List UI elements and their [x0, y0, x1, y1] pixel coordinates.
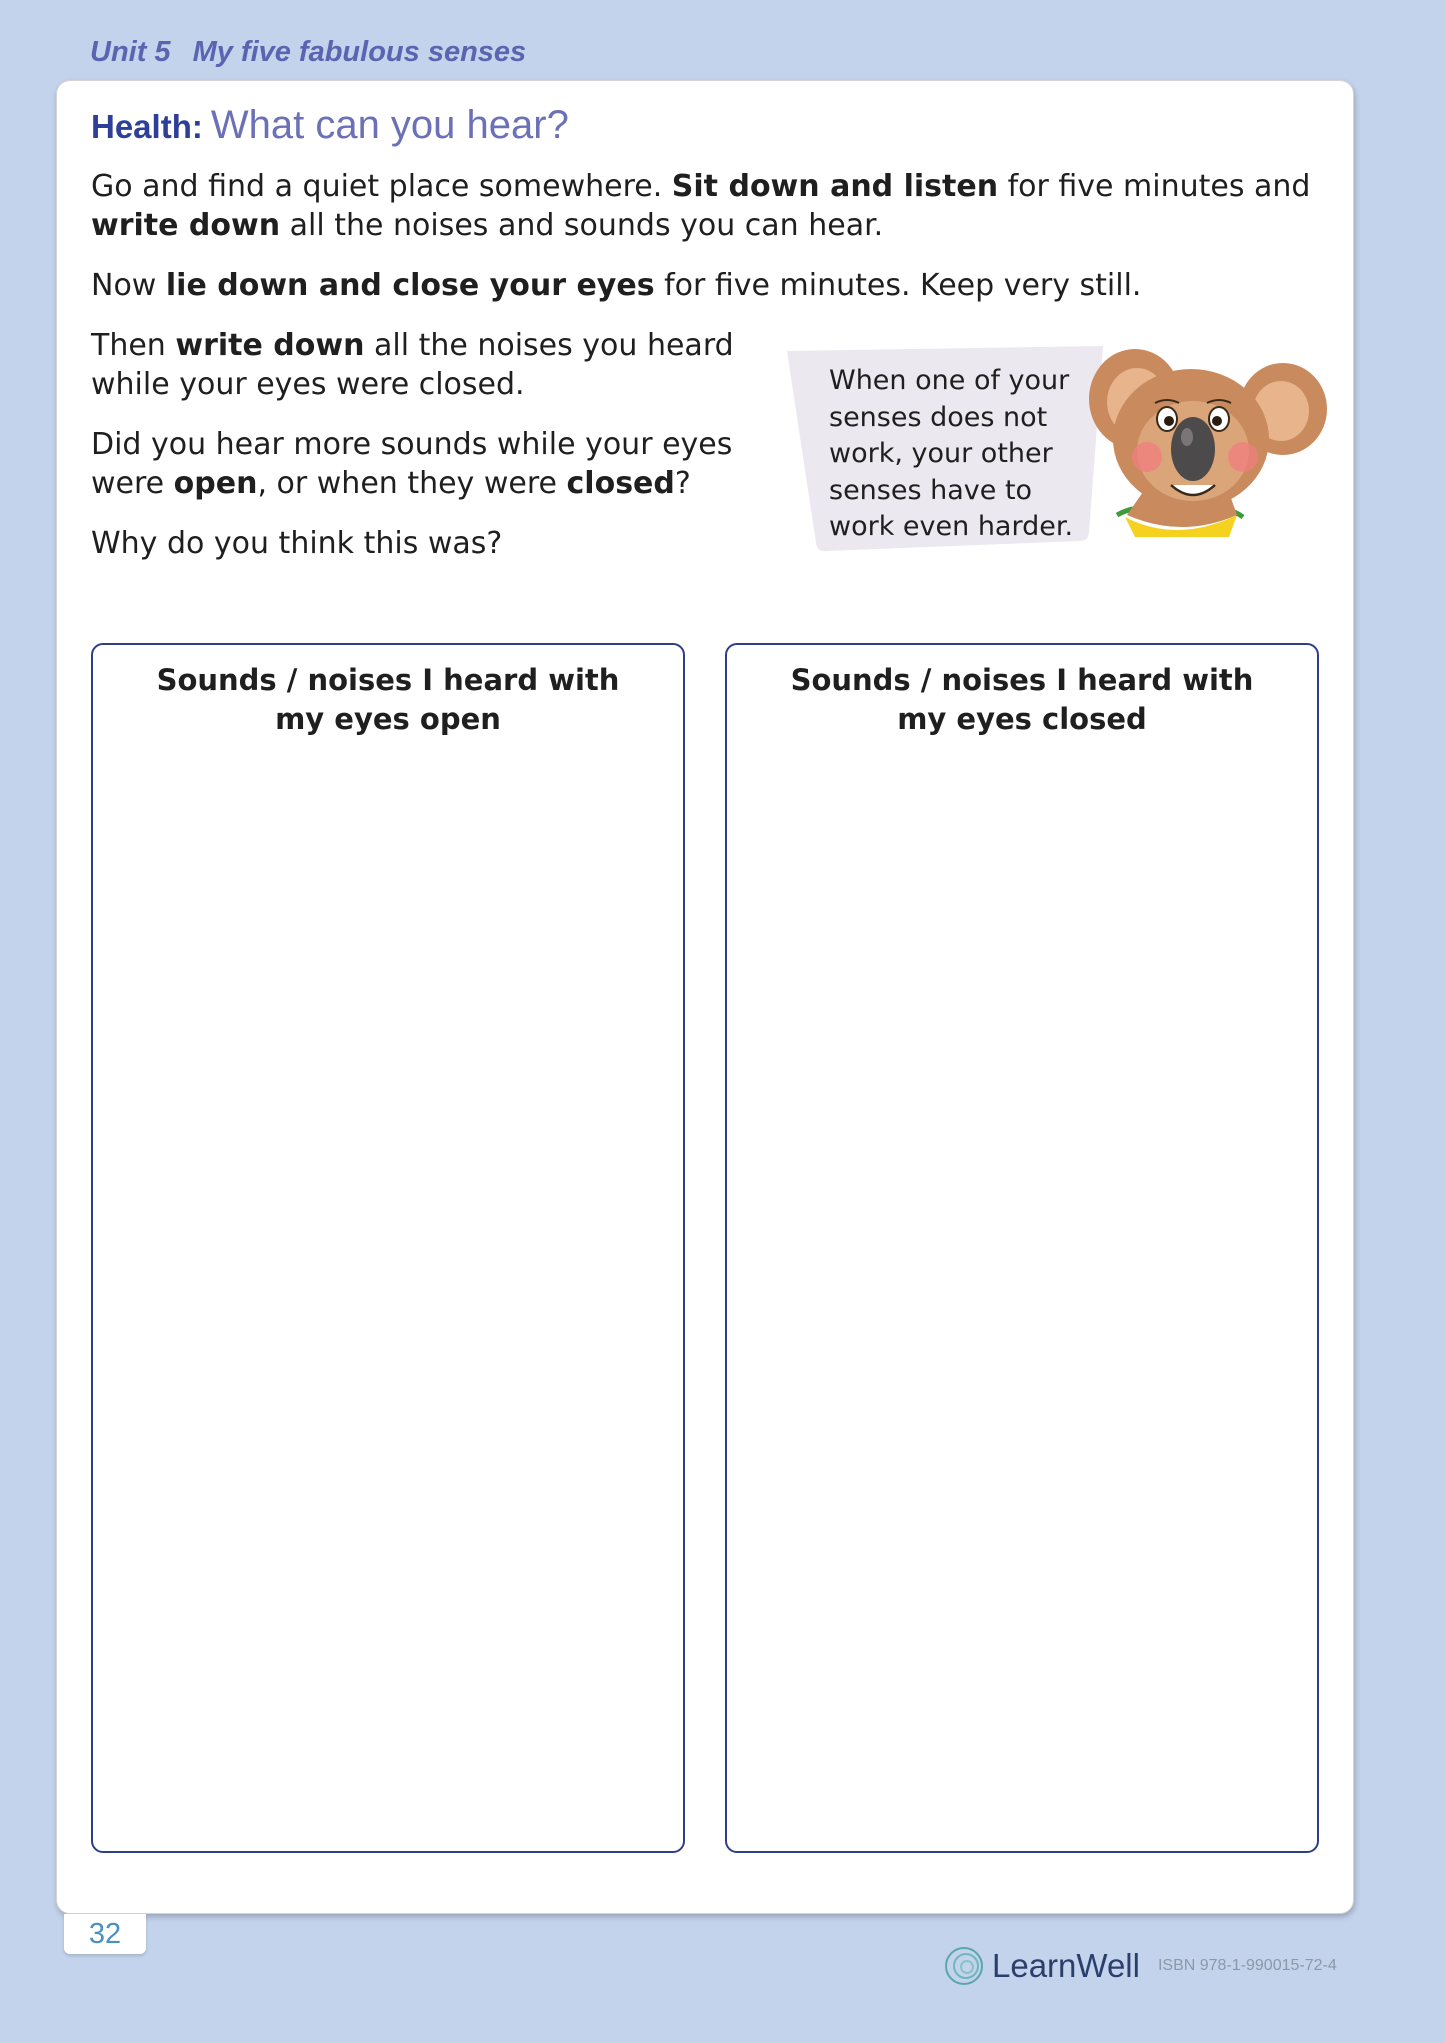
unit-number: Unit 5 — [90, 36, 171, 68]
unit-title: My five fabulous senses — [192, 36, 527, 68]
koala-icon — [1087, 339, 1327, 539]
activity-heading — [91, 103, 569, 148]
speech-bubble — [781, 343, 1111, 555]
eyes-open-title: Sounds / noises I heard with my eyes open — [156, 663, 620, 736]
eyes-open-box[interactable] — [91, 643, 685, 1853]
page-number: 32 — [64, 1914, 146, 1954]
instruction-3: Then write down all the noises you heard while your eyes were closed. — [91, 328, 734, 402]
activity-title: What can you hear? — [210, 103, 569, 147]
subject-label: Health: — [91, 108, 203, 145]
isbn: ISBN 978-1-990015-72-4 — [1157, 1957, 1337, 1974]
instruction-1: Go and find a quiet place somewhere. Sit down and listen for five minutes and write down all the noises and sounds you can hear. — [91, 169, 1311, 243]
instruction-2: Now lie down and close your eyes for five minutes. Keep very still. — [91, 268, 1142, 303]
publisher-brand — [944, 1944, 1337, 1988]
eyes-closed-box[interactable] — [725, 643, 1319, 1853]
learnwell-logo-icon — [944, 1946, 984, 1986]
brand-name: LearnWell — [992, 1947, 1140, 1984]
instruction-4: Did you hear more sounds while your eyes were open, or when they were closed? — [91, 427, 733, 501]
eyes-closed-title: Sounds / noises I heard with my eyes closed — [790, 663, 1254, 736]
instruction-5: Why do you think this was? — [91, 526, 503, 561]
worksheet-card — [56, 80, 1354, 1914]
unit-header — [90, 36, 526, 69]
speech-bubble-text: When one of your senses does not work, your other senses have to work even harder. — [829, 365, 1074, 542]
